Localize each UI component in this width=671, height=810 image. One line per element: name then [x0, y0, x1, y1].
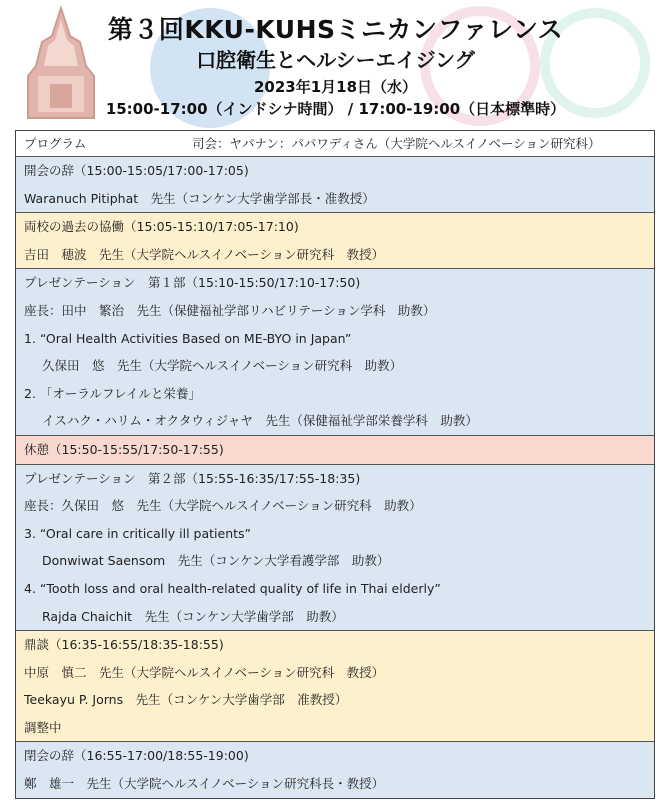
section-title: 閉会の辞（16:55-17:00/18:55-19:00): [24, 748, 249, 764]
program-section: [16, 212, 654, 268]
section-title: 開会の辞（15:00-15:05/17:00-17:05): [24, 163, 249, 178]
section-line: イスハク・ハリム・オクタウィジャヤ 先生（保健福祉学部栄養学科 助教）: [42, 413, 478, 429]
moderator-label: 司会：ヤパナン：パパワディさん（大学院ヘルスイノベーション研究科）: [192, 136, 601, 151]
section-line: 吉田 穂波 先生（大学院ヘルスイノベーション研究科 教授）: [24, 246, 385, 262]
section-title: 鼎談（16:35-16:55/18:35-18:55): [24, 637, 224, 653]
section-line: 1. “Oral Health Activities Based on ME-BYO in Japan”: [24, 330, 352, 346]
program-label: プログラム: [24, 136, 87, 151]
section-line: Rajda Chaichit 先生（コンケン大学歯学部 助教）: [42, 608, 344, 624]
program-section: [16, 435, 654, 464]
conference-title: 第３回KKU-KUHSミニカンファレンス: [107, 15, 564, 44]
program-section: [16, 268, 654, 435]
conference-subtitle: 口腔衛生とヘルシーエイジング: [196, 48, 475, 72]
section-line: 久保田 悠 先生（大学院ヘルスイノベーション研究科 助教）: [42, 358, 403, 374]
section-line: 中原 慎二 先生（大学院ヘルスイノベーション研究科 教授）: [24, 664, 385, 680]
section-line: 4. “Tooth loss and oral health-related quality of life in Thai elderly”: [24, 580, 441, 596]
section-title: 両校の過去の協働（15:05-15:10/17:05-17:10): [24, 219, 299, 235]
program-header-row: [16, 131, 654, 156]
program-table: [15, 130, 655, 799]
section-line: Donwiwat Saensom 先生（コンケン大学看護学部 助教）: [42, 553, 390, 569]
section-title: プレゼンテーション 第２部（15:55-16:35/17:55-18:35): [24, 470, 361, 486]
header: [0, 0, 671, 128]
section-line: Teekayu P. Jorns 先生（コンケン大学歯学部 准教授）: [24, 692, 348, 708]
conference-date: 2023年1月18日（水）: [253, 78, 418, 96]
program-section: [16, 741, 654, 797]
section-line: Waranuch Pitiphat 先生（コンケン大学歯学部長・准教授）: [24, 190, 375, 206]
section-title: プレゼンテーション 第１部（15:10-15:50/17:10-17:50): [24, 275, 361, 291]
program-section: [16, 156, 654, 212]
section-line: 座長：久保田 悠 先生（大学院ヘルスイノベーション研究科 助教）: [24, 498, 422, 514]
section-line: 3. “Oral care in critically ill patients”: [24, 525, 252, 541]
section-title: 休憩（15:50-15:55/17:50-17:55): [24, 441, 224, 457]
section-line: 調整中: [24, 719, 62, 735]
section-line: 座長：田中 繁治 先生（保健福祉学部リハビリテーション学科 助教）: [24, 302, 436, 318]
section-line: 2. 「オーラルフレイルと栄養」: [24, 385, 201, 401]
program-section: [16, 464, 654, 631]
conference-time: 15:00-17:00（インドシナ時間） / 17:00-19:00（日本標準時）: [105, 100, 566, 118]
section-line: 鄭 雄一 先生（大学院ヘルスイノベーション研究科長・教授）: [24, 776, 385, 792]
program-section: [16, 630, 654, 741]
